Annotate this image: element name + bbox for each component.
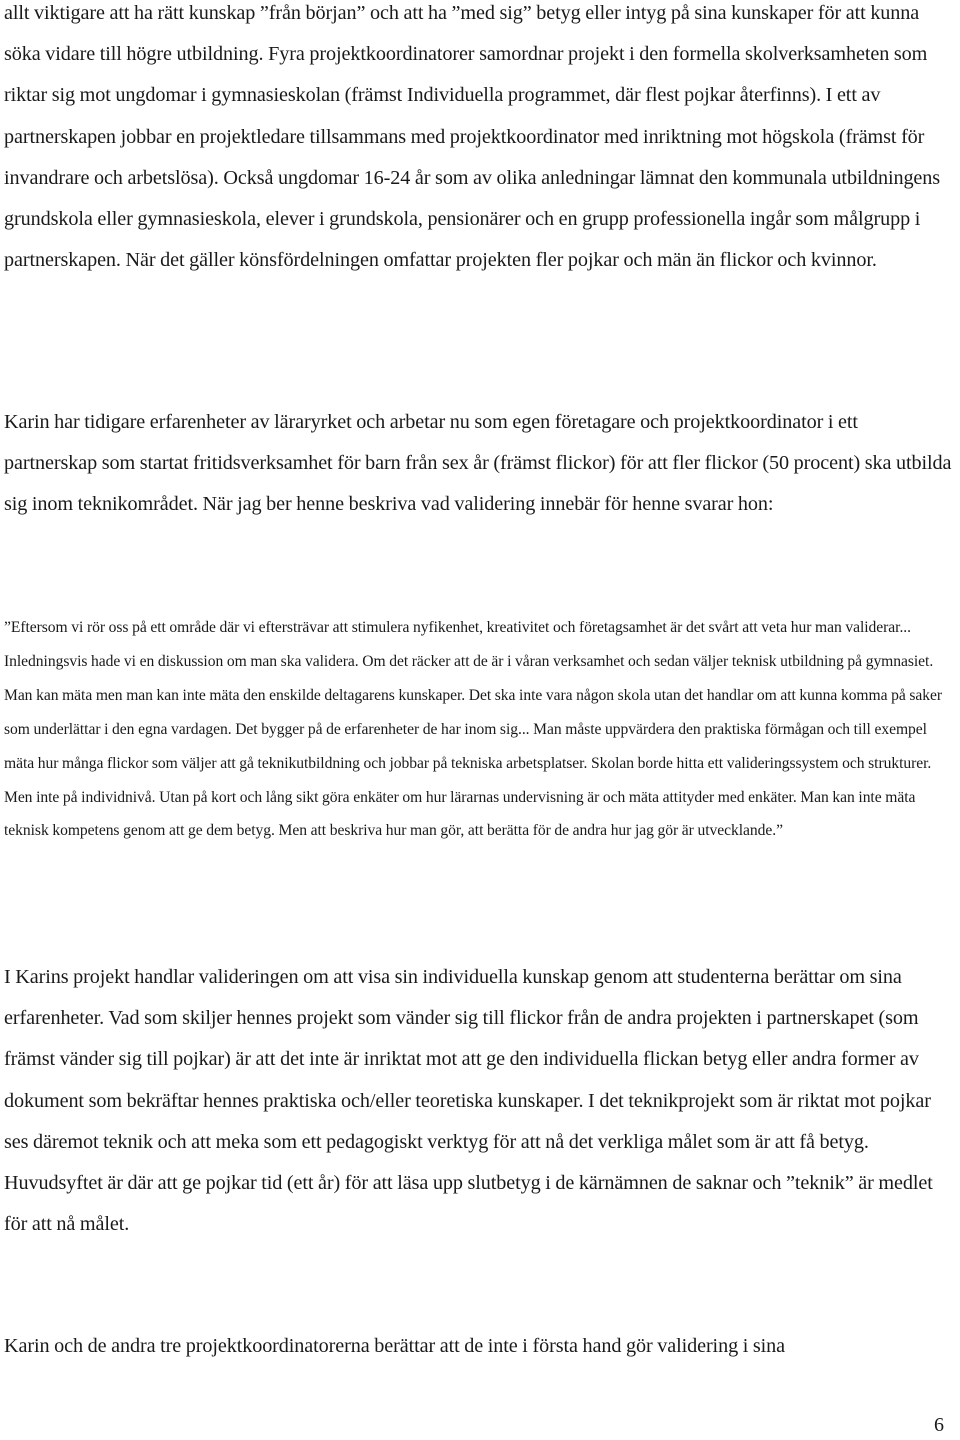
body-paragraph-3: I Karins projekt handlar valideringen om att visa sin individuella kunskap genom att studenterna berättar om sina erfarenheter. Vad som skiljer hennes projekt som vänder sig till flickor från de andra projekten i partnerskapet (som främst vänder sig till pojkar) är att det inte är inriktat mot att ge den individuella flickan betyg eller andra former av dokument som bekräftar hennes praktiska och/eller teoretiska kunskaper. I det teknikprojekt som är riktat mot pojkar ses däremot teknik och att meka som ett pedagogiskt verktyg för att nå det verkliga målet som är att få betyg. Huvudsyftet är där att ge pojkar tid (ett år) för att läsa upp slutbetyg i de kärnämnen de saknar och ”teknik” är medlet för att nå målet. (4, 966, 933, 1236)
body-paragraph-2: Karin har tidigare erfarenheter av läraryrket och arbetar nu som egen företagare och projektkoordinator i ett partnerskap som startat fritidsverksamhet för barn från sex år (främst flickor) för att fler flickor (50 procent) ska utbilda sig inom teknikområdet. När jag ber henne beskriva vad validering innebär för henne svarar hon: (4, 411, 952, 516)
interview-quote: ”Eftersom vi rör oss på ett område där vi eftersträvar att stimulera nyfikenhet, kreativitet och företagsamhet är det svårt att veta hur man validerar... Inledningsvis hade vi en diskussion om man ska validera. Om det räcker att de är i våran verksamhet och sedan väljer teknisk utbildning på gymnasiet. Man kan mäta men man kan inte mäta den enskilde deltagarens kunskaper. Det ska inte vara någon skola utan det handlar om att kunna komma på saker som underlättar i den egna vardagen. Det bygger på de erfarenheter de har inom sig... Man måste uppvärdera den praktiska förmågan och till exempel mäta hur många flickor som väljer att gå teknikutbildning och jobbar på tekniska arbetsplatser. Skolan borde hitta ett valideringssystem och strukturer. Men inte på individnivå. Utan på kort och lång sikt göra enkäter om hur lärarnas undervisning är och mäta attityder med enkäter. Man kan inte mäta teknisk kompetens genom att ge dem betyg. Men att beskriva hur man gör, att berätta för de andra hur jag gör är utvecklande.” (4, 619, 943, 840)
page-number: 6 (934, 1414, 944, 1436)
body-paragraph-1: allt viktigare att ha rätt kunskap ”från början” och att ha ”med sig” betyg eller intyg på sina kunskaper för att kunna söka vidare till högre utbildning. Fyra projektkoordinatorer samordnar projekt i den formella skolverksamheten som riktar sig mot ungdomar i gymnasieskolan (främst Individuella programmet, där flest pojkar återfinns). I ett av partnerskapen jobbar en projektledare tillsammans med projektkoordinator med inriktning mot högskola (främst för invandrare och arbetslösa). Också ungdomar 16-24 år som av olika anledningar lämnat den kommunala utbildningens grundskola eller gymnasieskola, elever i grundskola, pensionärer och en grupp professionella ingår som målgrupp i partnerskapen. När det gäller könsfördelningen omfattar projekten fler pojkar och män än flickor och kvinnor. (4, 2, 941, 272)
body-paragraph-4: Karin och de andra tre projektkoordinatorerna berättar att de inte i första hand gör validering i sina (4, 1335, 785, 1357)
